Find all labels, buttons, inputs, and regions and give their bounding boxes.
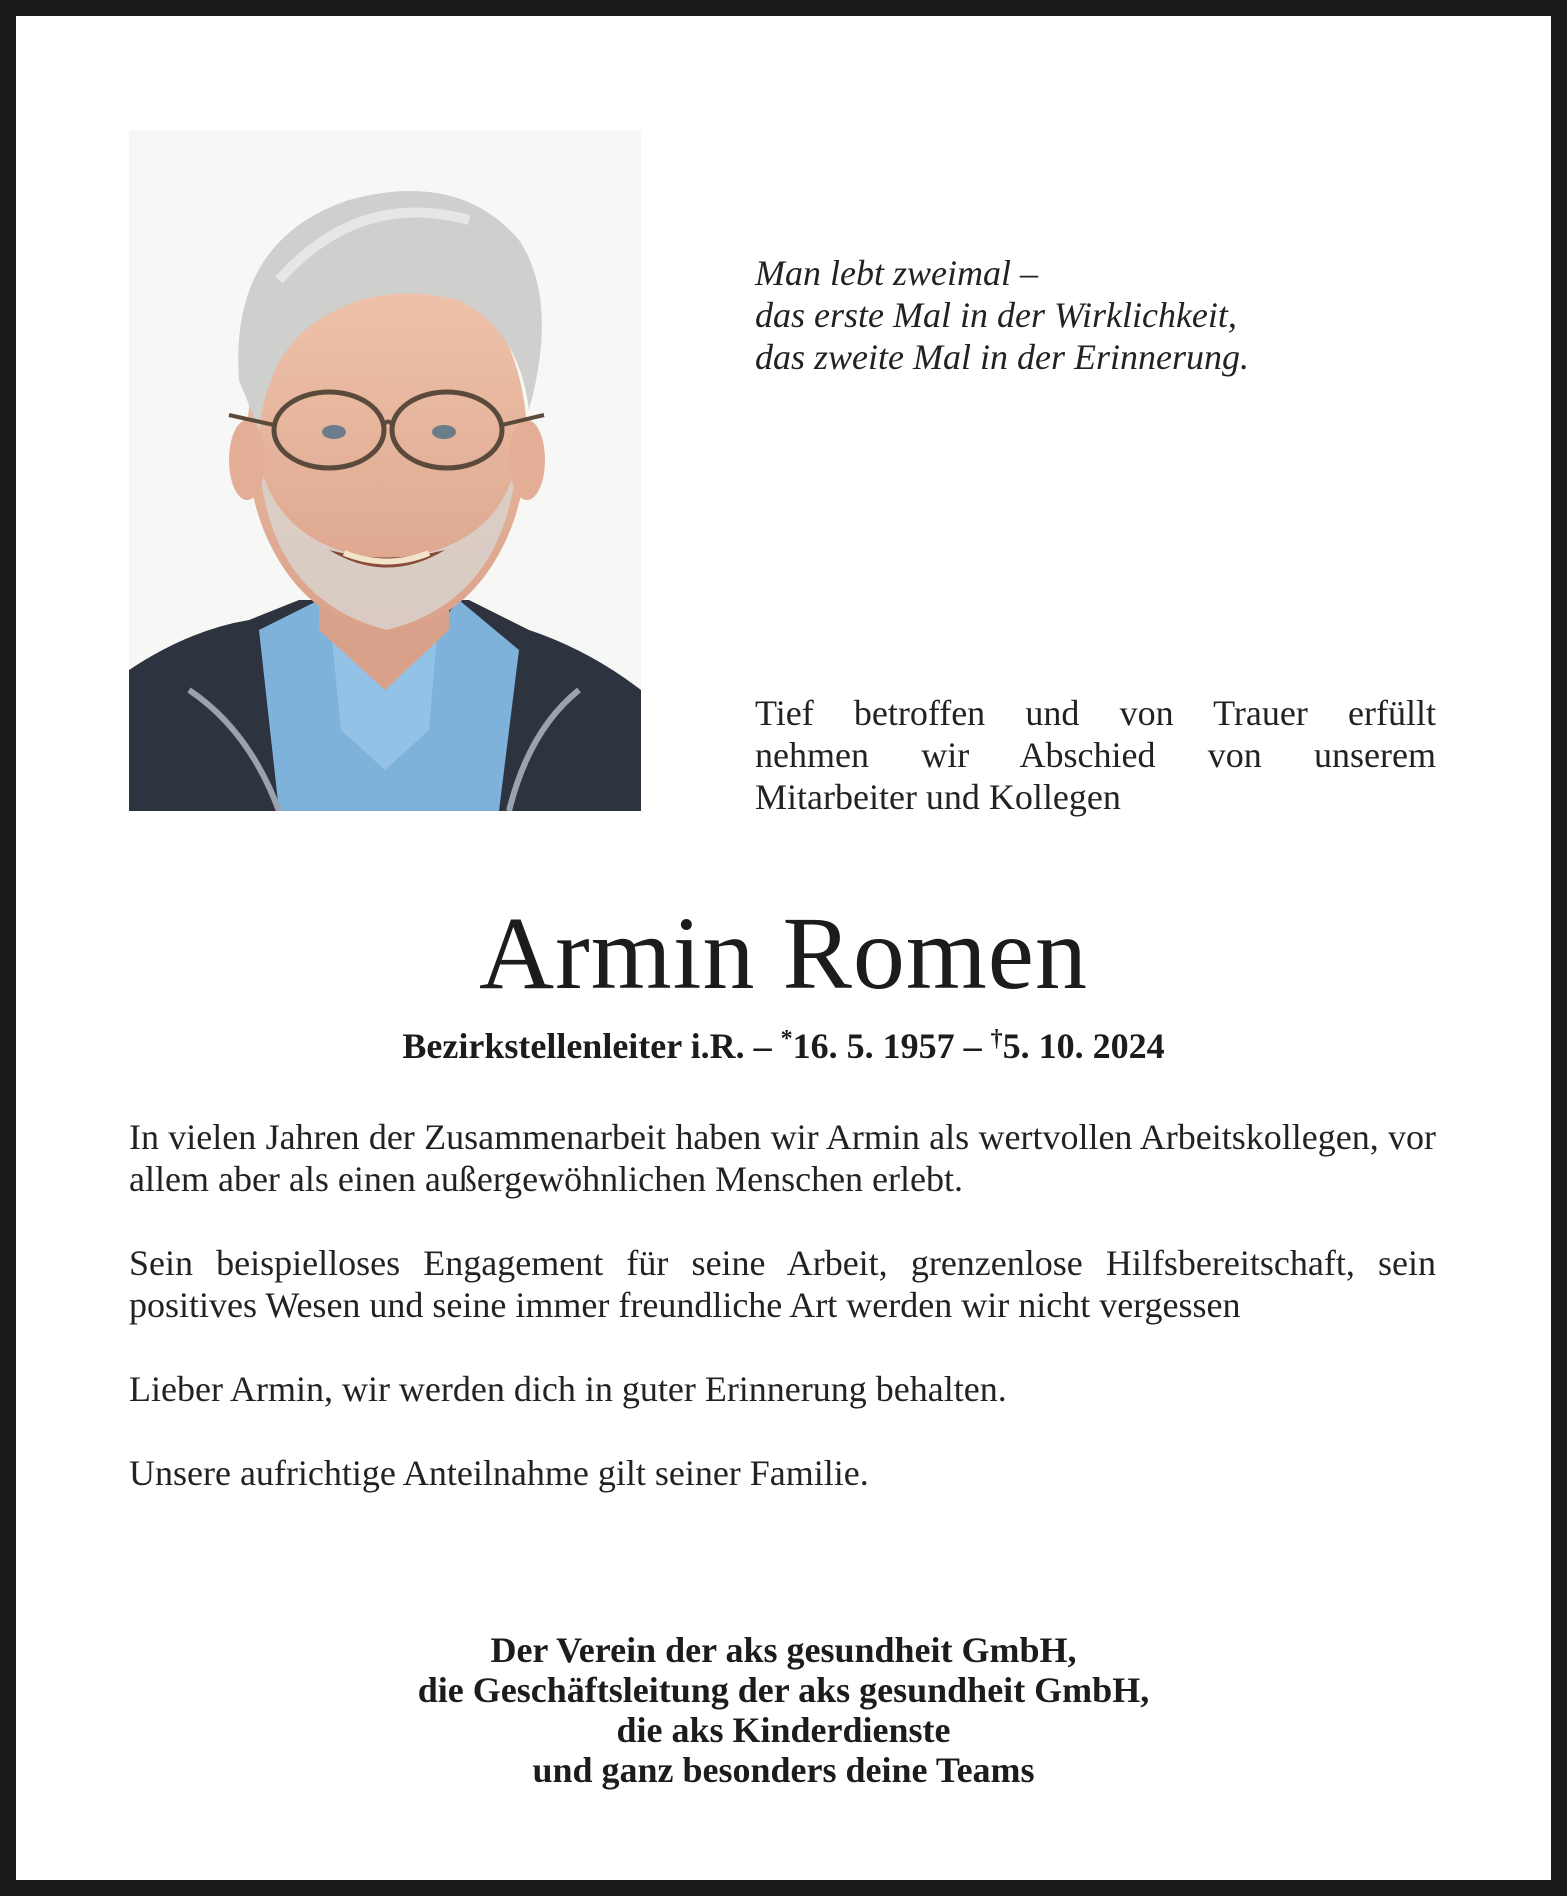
intro-line: Mitarbeiter und Kollegen — [755, 777, 1121, 817]
obituary-page — [16, 16, 1551, 1880]
intro-text — [755, 692, 1436, 818]
body-paragraph: Unsere aufrichtige Anteilnahme gilt seiner Familie. — [129, 1453, 869, 1493]
deceased-title-dates — [16, 1024, 1551, 1068]
body-paragraph: Lieber Armin, wir werden dich in guter Erinnerung behalten. — [129, 1369, 1007, 1409]
body-paragraph: In vielen Jahren der Zusammenarbeit haben wir Armin als wertvollen Arbeitskollegen, vor allem aber als einen außergewöhnlichen Menschen erlebt. — [129, 1117, 1436, 1199]
body-paragraph: Sein beispielloses Engagement für seine Arbeit, grenzenlose Hilfsbereitschaft, sein positives Wesen und seine immer freundliche Art werden wir nicht vergessen — [129, 1243, 1436, 1325]
deceased-name: Armin Romen — [479, 896, 1088, 1011]
deceased-title: Bezirkstellenleiter i.R. – — [402, 1026, 772, 1066]
motto-line: das zweite Mal in der Erinnerung. — [755, 337, 1249, 377]
signature-line: die Geschäftsleitung der aks gesundheit GmbH, — [417, 1670, 1150, 1710]
signature-block — [16, 1630, 1551, 1790]
motto-quote — [755, 252, 1455, 378]
signature-line: und ganz besonders deine Teams — [532, 1750, 1035, 1790]
signature-line: Der Verein der aks gesundheit GmbH, — [490, 1630, 1077, 1670]
obituary-body — [129, 1116, 1436, 1536]
portrait-photo — [129, 130, 641, 811]
death-date: 5. 10. 2024 — [1002, 1026, 1165, 1066]
intro-line: nehmen wir Abschied von unserem — [755, 735, 1436, 775]
birth-date: 16. 5. 1957 – — [792, 1026, 982, 1066]
motto-line: das erste Mal in der Wirklichkeit, — [755, 295, 1237, 335]
intro-line: Tief betroffen und von Trauer erfüllt — [755, 693, 1436, 733]
signature-line: die aks Kinderdienste — [616, 1710, 951, 1750]
death-mark: † — [990, 1026, 1003, 1052]
motto-line: Man lebt zweimal – — [755, 253, 1038, 293]
birth-mark: * — [780, 1026, 793, 1052]
